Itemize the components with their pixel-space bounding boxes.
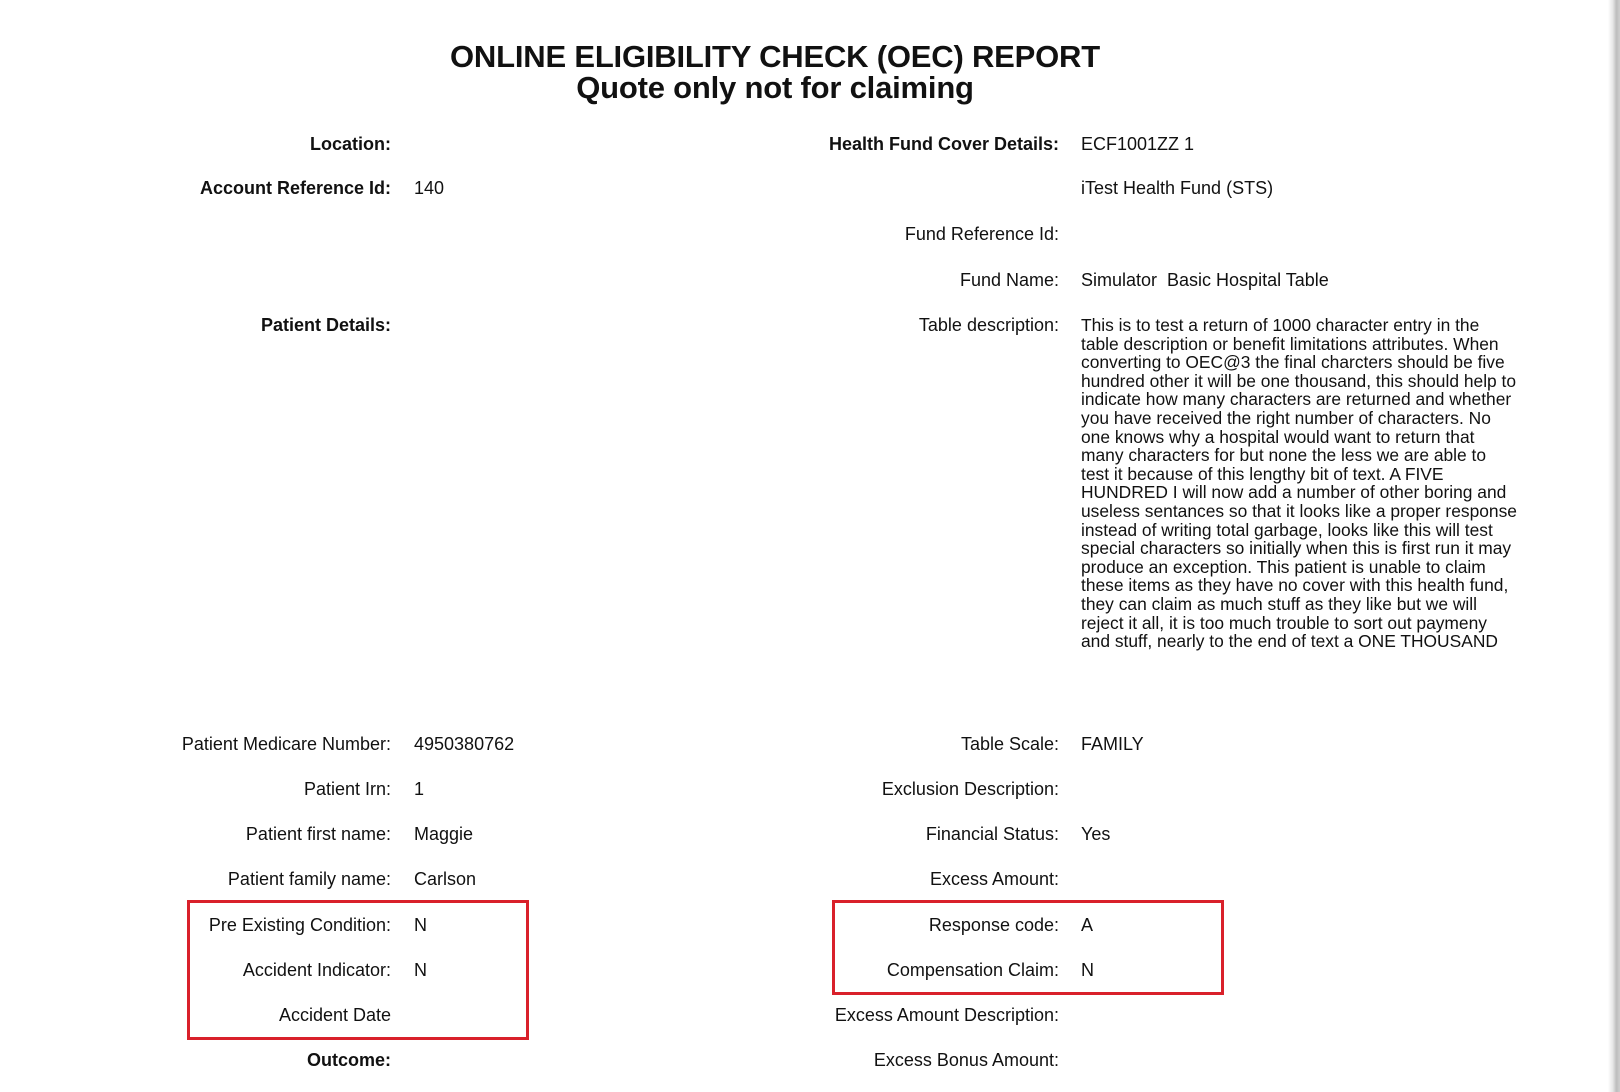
- report-title: ONLINE ELIGIBILITY CHECK (OEC) REPORT: [450, 39, 1100, 74]
- table-scale-label: Table Scale:: [960, 734, 1059, 754]
- patient-family-name-value: Carlson: [414, 869, 477, 889]
- medicare-number-label: Patient Medicare Number:: [181, 734, 391, 754]
- highlight-box-right: [832, 900, 1224, 995]
- pre-existing-condition-value: N: [414, 915, 427, 935]
- health-fund-cover-value: ECF1001ZZ 1: [1081, 134, 1195, 154]
- accident-indicator-value: N: [414, 960, 427, 980]
- location-label: Location:: [310, 134, 391, 154]
- page-edge-shadow: [1608, 0, 1620, 1092]
- report-subtitle: Quote only not for claiming: [576, 70, 974, 105]
- table-scale-value: FAMILY: [1081, 734, 1144, 754]
- patient-first-name-label: Patient first name:: [245, 824, 391, 844]
- medicare-number-value: 4950380762: [414, 734, 515, 754]
- patient-details-label: Patient Details:: [260, 315, 391, 335]
- health-fund-name-line: iTest Health Fund (STS): [1081, 178, 1274, 198]
- patient-irn-label: Patient Irn:: [303, 779, 391, 799]
- financial-status-label: Financial Status:: [925, 824, 1059, 844]
- table-description-value: This is to test a return of 1000 character entry in the table description or benefit limitations attributes. When converting to OEC@3 the final charcters should be five hundred other it will be one thousand, this should help to indicate how many characters are returned and whether you have received the right number of characters. No one knows why a hospital would want to return that many characters for but none the less we are able to test it because of this lengthy bit of text. A FIVE HUNDRED I will now add a number of other boring and useless sentances so that it looks like a proper response instead of writing total garbage, looks like this will test special characters so initially when this is first run it may produce an exception. This patient is unable to claim these items as they have no cover with this health fund, they can claim as much stuff as they like but we will reject it all, it is too much trouble to sort out paymeny and stuff, nearly to the end of text a ONE THOUSAND: [1081, 315, 1517, 652]
- accident-indicator-label: Accident Indicator:: [242, 960, 391, 980]
- compensation-claim-label: Compensation Claim:: [886, 960, 1059, 980]
- highlight-box-left: [187, 900, 529, 1040]
- patient-first-name-value: Maggie: [414, 824, 474, 844]
- fund-name-label: Fund Name:: [959, 270, 1059, 290]
- fund-reference-label: Fund Reference Id:: [904, 224, 1059, 244]
- table-description-label: Table description:: [918, 315, 1059, 335]
- account-reference-label: Account Reference Id:: [199, 178, 391, 198]
- patient-family-name-label: Patient family name:: [227, 869, 391, 889]
- excess-amount-description-label: Excess Amount Description:: [834, 1005, 1059, 1025]
- financial-status-value: Yes: [1081, 824, 1111, 844]
- outcome-label: Outcome:: [306, 1050, 391, 1070]
- exclusion-description-label: Exclusion Description:: [881, 779, 1059, 799]
- account-reference-value: 140: [414, 178, 445, 198]
- excess-amount-label: Excess Amount:: [929, 869, 1059, 889]
- fund-name-value: Simulator Basic Hospital Table: [1081, 270, 1329, 290]
- pre-existing-condition-label: Pre Existing Condition:: [208, 915, 391, 935]
- compensation-claim-value: N: [1081, 960, 1094, 980]
- response-code-value: A: [1081, 915, 1094, 935]
- patient-irn-value: 1: [414, 779, 425, 799]
- accident-date-label: Accident Date: [278, 1005, 391, 1025]
- excess-bonus-amount-label: Excess Bonus Amount:: [873, 1050, 1059, 1070]
- health-fund-cover-label: Health Fund Cover Details:: [828, 134, 1059, 154]
- response-code-label: Response code:: [928, 915, 1059, 935]
